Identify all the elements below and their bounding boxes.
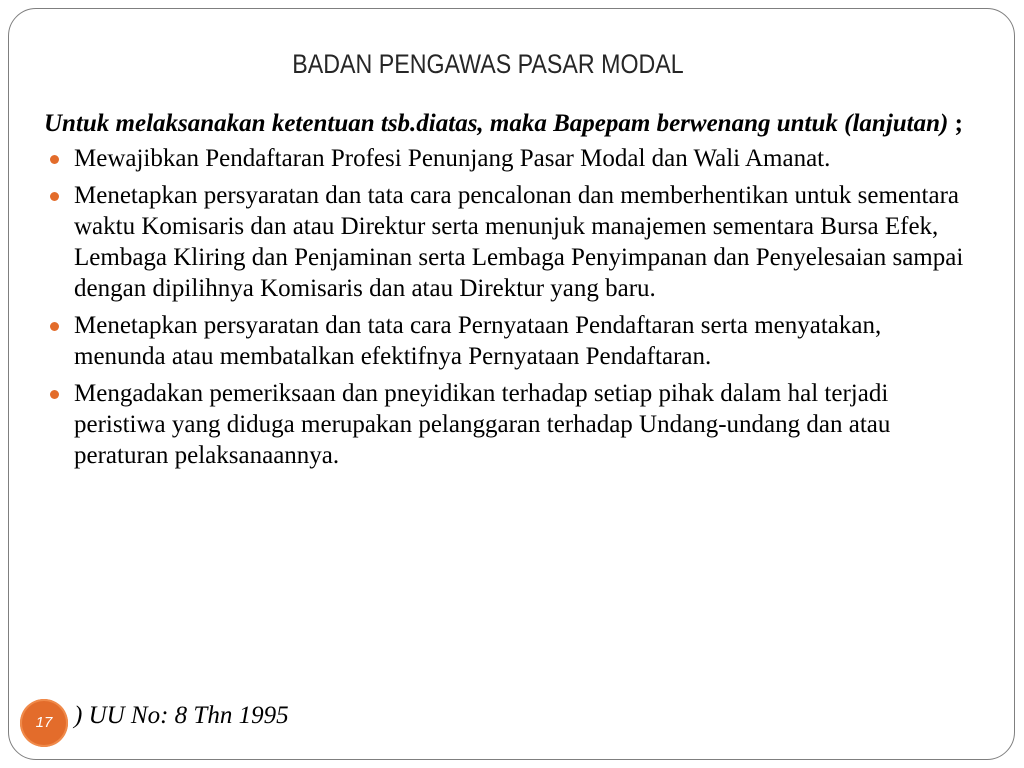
slide-body (44, 108, 979, 477)
list-item (44, 143, 979, 174)
intro-paragraph (44, 108, 979, 139)
list-item-text: Mengadakan pemeriksaan dan pneyidikan terhadap setiap pihak dalam hal terjadi peristiwa yang diduga merupakan pelanggaran terhadap Undang-undang dan atau peraturan pelaksanaannya. (74, 380, 891, 469)
bullet-dot-icon (50, 322, 59, 331)
page-number-badge: 17 (20, 699, 68, 747)
intro-tail: ; (948, 110, 963, 137)
list-item (44, 180, 979, 304)
bullet-dot-icon (50, 155, 59, 164)
bullet-dot-icon (50, 192, 59, 201)
footnote: ) UU No: 8 Thn 1995 (74, 702, 289, 729)
bullet-list (44, 143, 979, 471)
slide-title: BADAN PENGAWAS PASAR MODAL (292, 49, 684, 79)
list-item (44, 378, 979, 471)
list-item (44, 310, 979, 372)
list-item-text: Menetapkan persyaratan dan tata cara Pernyataan Pendaftaran serta menyatakan, menunda atau membatalkan efektifnya Pernyataan Pendaftaran. (74, 312, 882, 370)
intro-lead: Untuk melaksanakan ketentuan tsb.diatas, maka Bapepam berwenang untuk (lanjutan) (44, 110, 949, 137)
list-item-text: Mewajibkan Pendaftaran Profesi Penunjang Pasar Modal dan Wali Amanat. (74, 145, 831, 172)
bullet-dot-icon (50, 390, 59, 399)
list-item-text: Menetapkan persyaratan dan tata cara pencalonan dan memberhentikan untuk sementara waktu Komisaris dan atau Direktur serta menunjuk manajemen sementara Bursa Efek, Lembaga Kliring dan Penjaminan serta Lembaga Penyimpanan dan Penyelesaian sampai dengan dipilihnya Komisaris dan atau Direktur yang baru. (74, 182, 964, 302)
